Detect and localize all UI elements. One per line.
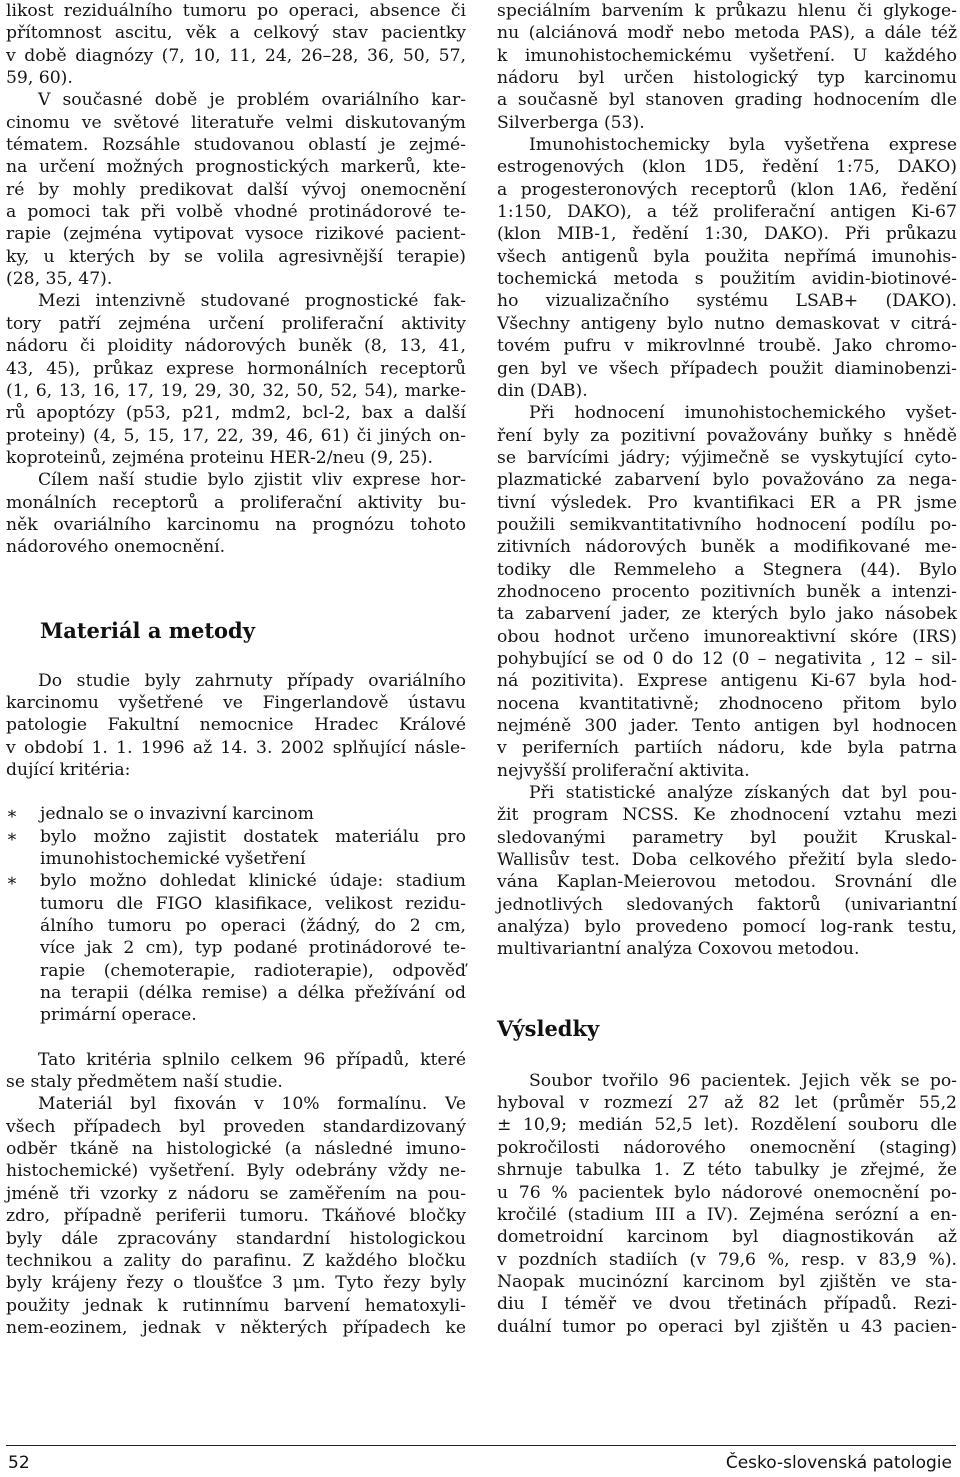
text-line: (klon MIB-1, ředění 1:30, DAKO). Při průkazu: [497, 224, 957, 245]
text-line: Tato kritéria splnilo celkem 96 případů, které: [38, 1049, 466, 1070]
text-line: v době diagnózy (7, 10, 11, 24, 26–28, 36, 50, 57,: [6, 45, 466, 66]
text-line: vána Kaplan-Meierovou metodou. Srovnání dle: [497, 872, 957, 893]
paragraph-statistics: [497, 782, 957, 961]
text-line: tématem. Rozsáhle studovanou oblastí je zejmé-: [6, 135, 466, 156]
text-line: Mezi intenzivně studované prognostické fak-: [38, 291, 466, 312]
text-line: byly krájeny řezy o tloušťce 3 μm. Tyto řezy byly: [6, 1273, 466, 1294]
text-line: na určení možných prognostických markerů, kte-: [6, 157, 466, 178]
paragraph-literature: [6, 89, 466, 290]
text-line: álního tumoru po operaci (žádný, do 2 cm,: [40, 916, 466, 937]
text-line: monálních receptorů a proliferační aktivity bu-: [6, 492, 466, 513]
text-line: Cílem naší studie bylo zjistit vliv exprese hor-: [38, 470, 466, 491]
text-line: obou hodnot určeno imunoreaktivní skóre (IRS): [497, 626, 957, 647]
intro-paragraph: [6, 0, 466, 89]
text-line: ± 10,9; medián 52,5 let). Rozdělení souboru dle: [497, 1115, 957, 1136]
journal-name: Česko-slovenská patologie: [725, 1453, 952, 1473]
text-line: odběr tkáně na histologické (a následné imuno-: [6, 1139, 466, 1160]
text-line: ky, u kterých by se volila agresivnější terapie): [6, 246, 466, 267]
text-line: na terapii (délka remise) a délka přežívání od: [40, 983, 466, 1004]
text-line: duální tumor po operaci byl zjištěn u 43 pacien-: [497, 1316, 957, 1337]
text-line: Imunohistochemicky byla vyšetřena exprese: [529, 135, 957, 156]
text-line: rapie (chemoterapie, radioterapie), odpověď: [40, 960, 466, 981]
text-line: v období 1. 1. 1996 až 14. 3. 2002 splňující násle-: [6, 737, 466, 758]
text-line: tory patří zejména určení proliferační aktivity: [6, 313, 466, 334]
text-line: více jak 2 cm), typ podané protinádorové te-: [40, 938, 466, 959]
text-line: Do studie byly zahrnuty případy ovariálního: [38, 670, 466, 691]
text-line: nu (alciánová modř nebo metoda PAS), a dále též: [497, 23, 957, 44]
text-line: nem-eozinem, jednak v některých případech ke: [6, 1317, 466, 1338]
section-heading-methods: Materiál a metody: [40, 617, 255, 643]
text-line: speciálním barvením k průkazu hlenu či glykoge-: [497, 1, 957, 21]
text-line: imunohistochemické vyšetření: [40, 849, 306, 869]
text-line: 59, 60).: [6, 68, 73, 89]
text-line: estrogenových (klon 1D5, ředění 1:75, DAKO): [497, 157, 957, 178]
text-line: nádoru byl určen histologický typ karcinomu: [497, 68, 957, 89]
text-line: u 76 % pacientek bylo nádorové onemocnění po-: [497, 1182, 957, 1203]
text-line: shrnuje tabulka 1. Z této tabulky je zřejmé, že: [497, 1160, 957, 1181]
text-line: (28, 35, 47).: [6, 269, 113, 290]
text-line: a progesteronových receptorů (klon 1A6, ředění: [497, 179, 957, 200]
text-line: Materiál byl fixován v 10% formalínu. Ve: [38, 1094, 466, 1115]
text-line: bylo možno dohledat klinické údaje: stadium: [40, 871, 466, 892]
text-line: žit program NCSS. Ke zhodnocení vztahu mezi: [497, 805, 957, 826]
text-line: nádorového onemocnění.: [6, 537, 226, 558]
text-line: koproteinů, zejména proteinu HER-2/neu (9, 25).: [6, 447, 433, 468]
text-line: multivariantní analýza Coxovou metodou.: [497, 939, 860, 960]
text-line: použili semikvantitativního hodnocení podílu po-: [497, 514, 957, 535]
footer-divider: [6, 1445, 956, 1446]
paragraph-results: [497, 1070, 957, 1338]
asterisk-bullet-icon: ∗: [6, 826, 18, 847]
right-column: [497, 0, 957, 1338]
text-line: nejvyšší proliferační aktivita.: [497, 760, 750, 781]
text-line: přítomnost ascitu, věk a celkový stav pacientky: [6, 23, 466, 44]
section-heading-results: Výsledky: [497, 1015, 600, 1041]
left-column: [6, 0, 466, 1339]
text-line: dující kritéria:: [6, 759, 131, 780]
text-line: primární operace.: [40, 1005, 197, 1026]
text-line: zdro, případně periferii tumoru. Tkáňové bločky: [6, 1206, 466, 1227]
paragraph-methods: [6, 670, 466, 782]
text-line: Při hodnocení imunohistochemického vyšet-: [529, 403, 957, 424]
text-line: bylo možno zajistit dostatek materiálu pro: [40, 826, 466, 847]
text-line: ho vizualizačního systému LSAB+ (DAKO).: [497, 291, 957, 312]
text-line: kročilé (stadium III a IV). Zejména serózní a en-: [497, 1204, 957, 1225]
list-item: [6, 803, 466, 825]
text-line: 1:150, DAKO), a též proliferační antigen Ki-67: [497, 202, 957, 223]
text-line: histochemické) vyšetření. Byly odebrány vždy ne-: [6, 1161, 466, 1182]
text-line: jednotlivých sledovaných faktorů (univariantní: [497, 894, 957, 915]
list-item: [6, 826, 466, 871]
text-line: dometroidní karcinom byl diagnostikován až: [497, 1227, 957, 1248]
text-line: likost reziduálního tumoru po operaci, absence či: [6, 1, 466, 21]
criteria-list: [6, 803, 466, 1026]
text-line: pokročilosti nádorového onemocnění (staging): [497, 1137, 957, 1158]
text-line: gen byl ve všech případech použit diaminobenzi-: [497, 358, 957, 379]
paragraph-criteria-count: [6, 1049, 466, 1094]
text-line: zhodnoceno procento pozitivních buněk a intenzi-: [497, 581, 957, 602]
list-item: [6, 870, 466, 1026]
text-line: Naopak mucinózní karcinom byl zjištěn ve sta-: [497, 1271, 957, 1292]
asterisk-bullet-icon: ∗: [6, 871, 18, 892]
text-line: ré by mohly predikovat další vývoj onemocnění: [6, 179, 466, 200]
paragraph-immunohistochemistry: [497, 134, 957, 402]
text-line: v periferních partiích nádoru, kde byla patrna: [497, 738, 957, 759]
text-line: jméně tři vzorky z nádoru se zaměřením na pou-: [6, 1183, 466, 1204]
text-line: rů apoptózy (p53, p21, mdm2, bcl-2, bax a další: [6, 403, 466, 424]
text-line: hyboval v rozmezí 27 až 82 let (průměr 55,2: [497, 1093, 957, 1114]
text-line: k imunohistochemickému vyšetření. U každého: [497, 45, 957, 66]
text-line: všech případech byl proveden standardizovaný: [6, 1116, 466, 1137]
text-line: plazmatické zabarvení bylo považováno za nega-: [497, 470, 957, 491]
text-line: diu I téměř ve dvou třetinách případů. Rezi-: [497, 1294, 957, 1315]
text-line: cinomu ve světové literatuře velmi diskutovaným: [6, 112, 466, 133]
text-line: nejméně 300 jader. Tento antigen byl hodnocen: [497, 716, 957, 736]
text-line: se staly předmětem naší studie.: [6, 1072, 283, 1093]
text-line: Všechny antigeny bylo nutno demaskovat v citrá-: [497, 313, 957, 334]
text-line: něk ovariálního karcinomu na prognózu tohoto: [6, 514, 466, 535]
paragraph-prognostic-factors: [6, 290, 466, 469]
text-line: patologie Fakultní nemocnice Hradec Králové: [6, 715, 466, 736]
text-line: Silverberga (53).: [497, 112, 645, 133]
text-line: byly dále zpracovány standardní histologickou: [6, 1228, 466, 1249]
text-line: ření byly za pozitivní považovány buňky s hnědě: [497, 425, 957, 446]
text-line: todiky dle Remmeleho a Stegnera (44). Bylo: [497, 559, 957, 580]
text-line: 43, 45), průkaz exprese hormonálních receptorů: [6, 358, 466, 379]
text-line: nocena kvantitativně; zhodnoceno přitom bylo: [497, 693, 957, 714]
page-number: 52: [8, 1453, 30, 1473]
paragraph-evaluation: [497, 402, 957, 782]
text-line: analýza) bylo provedeno pomocí log-rank testu,: [497, 917, 957, 938]
text-line: zitivních nádorových buněk a modifikované me-: [497, 537, 957, 558]
text-line: rapie (zejména vytipovat vysoce rizikové pacient-: [6, 224, 466, 245]
text-line: ná pozitivita). Exprese antigenu Ki-67 byla hod-: [497, 671, 957, 692]
text-line: a současně byl stanoven grading hodnocením dle: [497, 90, 957, 111]
paragraph-study-aim: [6, 469, 466, 558]
text-line: tovém pufru v mikrovlnné troubě. Jako chromo-: [497, 336, 957, 357]
text-line: pohybující se od 0 do 12 (0 – negativita , 12 – sil-: [497, 648, 957, 669]
text-line: (1, 6, 13, 16, 17, 19, 29, 30, 32, 50, 52, 54), marke-: [6, 380, 466, 401]
text-line: Wallisův test. Doba celkového přežití byla sledo-: [497, 850, 957, 871]
text-line: technikou a zality do parafinu. Z každého bločku: [6, 1250, 466, 1271]
text-line: nádoru či ploidity nádorových buněk (8, 13, 41,: [6, 336, 466, 357]
text-line: proteiny) (4, 5, 15, 17, 22, 39, 46, 61) či jiných on-: [6, 425, 466, 446]
text-line: v pozdních stadiích (v 79,6 %, resp. v 83,9 %).: [497, 1249, 957, 1270]
text-line: ta zabarvení jader, ze kterých bylo jako násobek: [497, 604, 957, 625]
text-line: din (DAB).: [497, 380, 588, 401]
paragraph-material-fixation: [6, 1093, 466, 1339]
text-line: jednalo se o invazivní karcinom: [40, 804, 314, 825]
paragraph-special-staining: [497, 0, 957, 134]
text-line: V současné době je problém ovariálního kar-: [38, 90, 466, 111]
text-line: všech antigenů byla použita nepřímá imunohis-: [497, 246, 957, 267]
asterisk-bullet-icon: ∗: [6, 804, 18, 825]
text-line: Při statistické analýze získaných dat byl pou-: [529, 783, 957, 804]
text-line: Soubor tvořilo 96 pacientek. Jejich věk se po-: [529, 1070, 957, 1091]
text-line: tivní výsledek. Pro kvantifikaci ER a PR jsme: [497, 492, 957, 513]
text-line: sledovanými parametry byl použit Kruskal-: [497, 827, 957, 848]
text-line: karcinomu vyšetřené ve Fingerlandově ústavu: [6, 692, 466, 713]
text-line: a pomoci tak při volbě vhodné protinádorové te-: [6, 202, 466, 223]
text-line: se barvícími jádry; výjimečně se vyskytující cyto-: [497, 447, 957, 468]
text-line: použity jednak k rutinnímu barvení hematoxyli-: [6, 1295, 466, 1316]
text-line: tochemická metoda s použitím avidin-biotinové-: [497, 269, 957, 290]
text-line: tumoru dle FIGO klasifikace, velikost rezidu-: [40, 893, 466, 914]
